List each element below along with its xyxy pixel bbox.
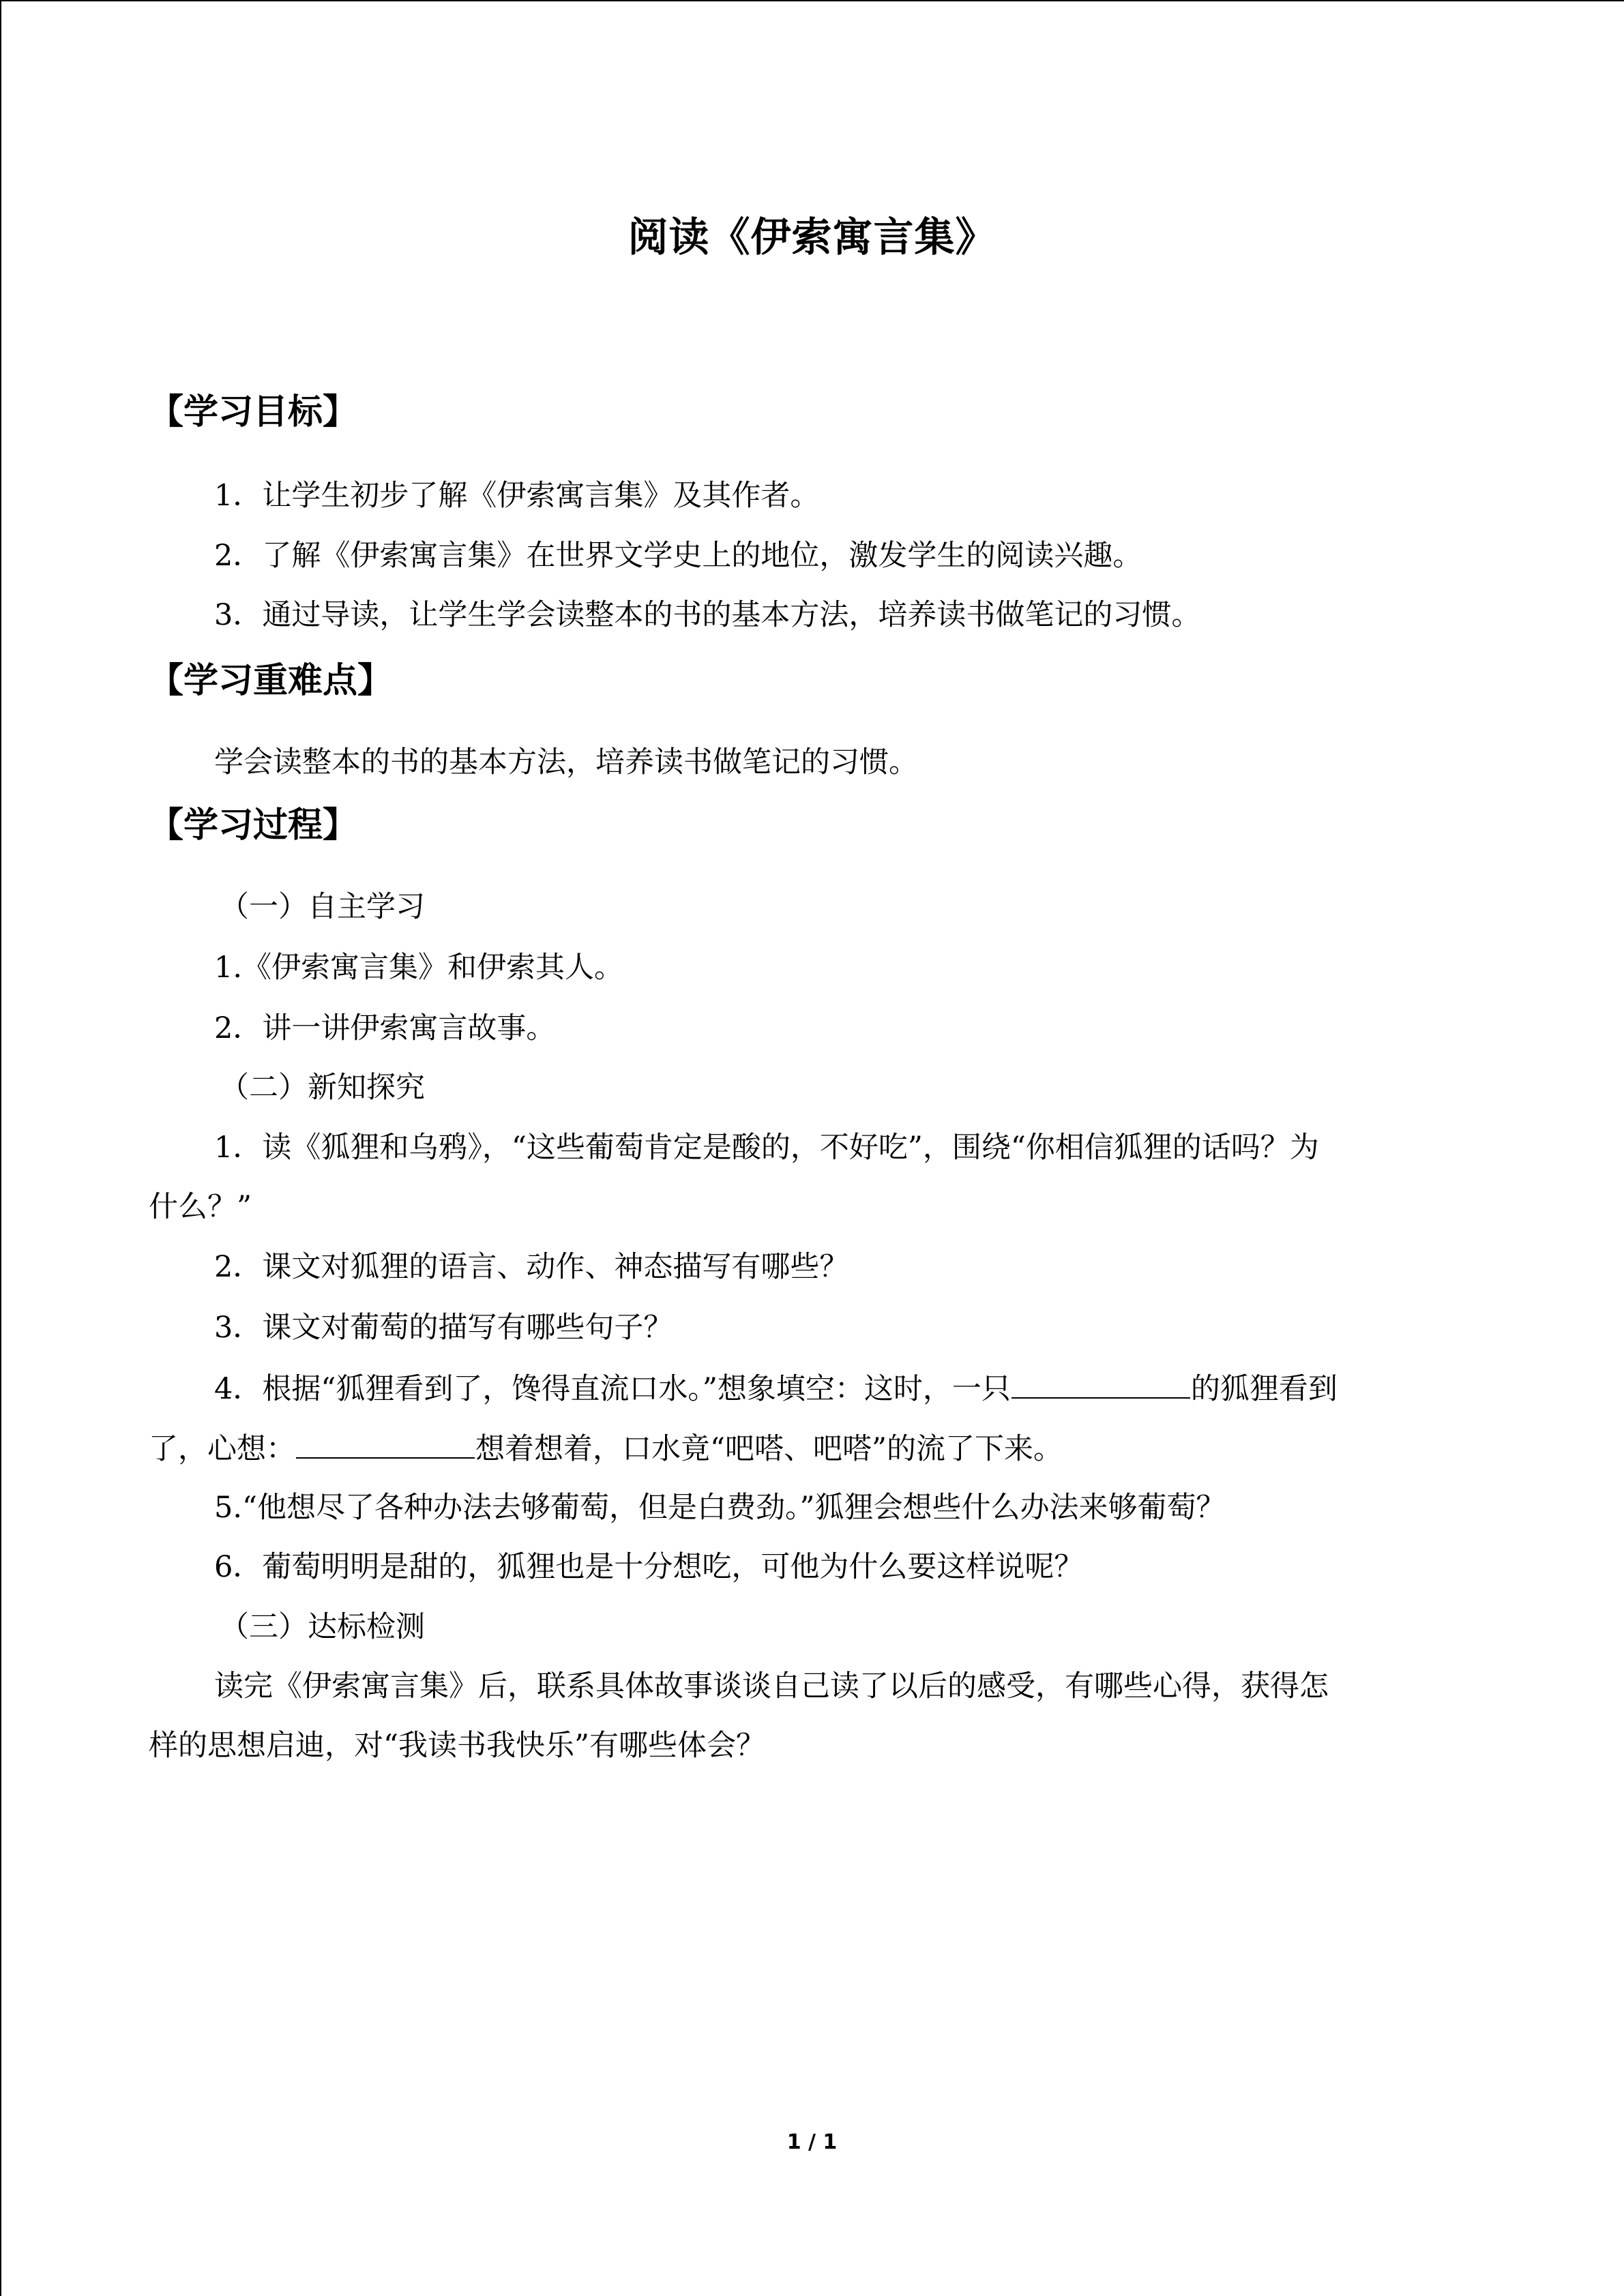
self-study-label: （一）自主学习 xyxy=(220,890,425,924)
key-points-heading: 【学习重难点】 xyxy=(149,661,393,701)
key-points-text: 学会读整本的书的基本方法，培养读书做笔记的习惯。 xyxy=(214,745,918,779)
goals-heading: 【学习目标】 xyxy=(149,392,358,432)
self-study-item: 2．讲一讲伊索寓言故事。 xyxy=(214,1011,556,1045)
goal-item: 3．通过导读，让学生学会读整本的书的基本方法，培养读书做笔记的习惯。 xyxy=(214,598,1201,632)
q4-text-tail: 想着想着，口水竟“吧嗒、吧嗒”的流了下来。 xyxy=(475,1432,1063,1466)
test-label: （三）达标检测 xyxy=(220,1610,425,1644)
explore-q3: 3．课文对葡萄的描写有哪些句子？ xyxy=(214,1311,673,1345)
self-study-item: 1.《伊索寓言集》和伊索其人。 xyxy=(214,951,624,985)
explore-q4-line2 xyxy=(149,1427,1063,1470)
explore-q4-line1 xyxy=(214,1367,1338,1410)
fill-in-blank-2 xyxy=(296,1427,475,1459)
explore-q1-line2: 什么？” xyxy=(149,1190,252,1224)
goal-item: 2．了解《伊索寓言集》在世界文学史上的地位，激发学生的阅读兴趣。 xyxy=(214,539,1142,573)
explore-q1-line1: 1．读《狐狸和乌鸦》，“这些葡萄肯定是酸的，不好吃”，围绕“你相信狐狸的话吗？为 xyxy=(214,1131,1319,1165)
explore-q2: 2．课文对狐狸的语言、动作、神态描写有哪些？ xyxy=(214,1250,849,1284)
page-title: 阅读《伊索寓言集》 xyxy=(628,213,996,260)
q4-text-end: 的狐狸看到 xyxy=(1190,1372,1338,1406)
goal-item: 1．让学生初步了解《伊索寓言集》及其作者。 xyxy=(214,479,820,513)
explore-q5: 5.“他想尽了各种办法去够葡萄，但是白费劲。”狐狸会想些什么办法来够葡萄？ xyxy=(214,1491,1226,1525)
explore-label: （二）新知探究 xyxy=(220,1071,425,1105)
process-heading: 【学习过程】 xyxy=(149,805,358,846)
q4-text-start: 4．根据“狐狸看到了，馋得直流口水。”想象填空：这时，一只 xyxy=(214,1372,1011,1406)
page-number: 1 / 1 xyxy=(786,2130,838,2154)
test-line2: 样的思想启迪，对“我读书我快乐”有哪些体会？ xyxy=(149,1729,765,1763)
explore-q6: 6．葡萄明明是甜的，狐狸也是十分想吃，可他为什么要这样说呢？ xyxy=(214,1550,1084,1584)
fill-in-blank-1 xyxy=(1012,1367,1190,1399)
q4-text-thought: 了，心想： xyxy=(149,1432,295,1466)
test-line1: 读完《伊索寓言集》后，联系具体故事谈谈自己读了以后的感受，有哪些心得，获得怎 xyxy=(214,1669,1329,1703)
